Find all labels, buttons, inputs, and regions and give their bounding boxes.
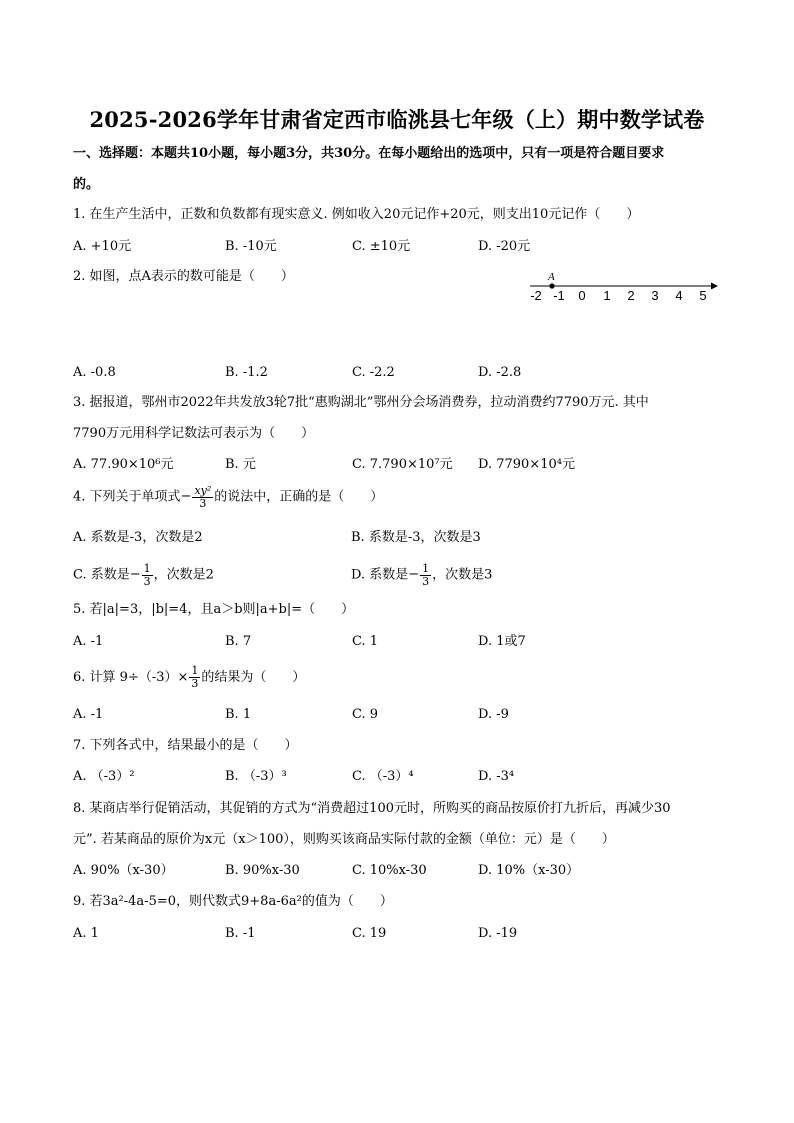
option-b: B. 元: [225, 457, 256, 472]
question-4-stem-pre: 4. 下列关于单项式: [73, 489, 181, 505]
tick-label: 0: [578, 288, 586, 303]
question-6-stem: [73, 664, 305, 694]
question-8-options: [73, 862, 733, 880]
option-b: B. 90%x-30: [225, 863, 300, 878]
question-7-options: [73, 768, 733, 786]
option-b: B. （-3）³: [225, 769, 287, 784]
option-b: B. 1: [225, 707, 252, 722]
fraction-numerator: 1: [143, 561, 151, 575]
option-c: C. 1: [352, 634, 379, 649]
point-a-label: A: [548, 271, 555, 283]
option-c: C. 7.790×10⁷元: [352, 457, 453, 472]
page-title: 2025-2026学年甘肃省定西市临洮县七年级（上）期中数学试卷: [89, 107, 705, 132]
option-c: C. 系数是− $\frac{1}{3}$ ，次数是2: [73, 561, 214, 588]
option-c: C. ±10元: [352, 239, 411, 254]
question-4-options-row2: [73, 561, 733, 589]
tick-label: 4: [675, 288, 683, 303]
question-9-options: [73, 925, 733, 943]
option-a: A. （-3）²: [73, 769, 135, 784]
option-a: A. 77.90×10⁶元: [73, 457, 174, 472]
option-d: D. 7790×10⁴元: [478, 457, 575, 472]
question-4-stem-post: 的说法中，正确的是（ ）: [214, 489, 384, 505]
option-c-pre: C. 系数是: [73, 567, 130, 583]
tick-label: 1: [603, 288, 611, 303]
question-8-stem-line1: 8. 某商店举行促销活动，其促销的方式为“消费超过100元时，所购买的商品按原价打九折后，再减少30: [73, 801, 671, 816]
option-a: A. 90%（x-30）: [73, 863, 174, 878]
tick-label: 2: [627, 288, 635, 303]
tick-label: 5: [699, 288, 707, 303]
question-1-stem: 1. 在生产生活中，正数和负数都有现实意义. 例如收入20元记作+20元，则支出10元记作（ ）: [73, 207, 640, 222]
fraction-numerator: xy²: [194, 483, 212, 497]
option-d: D. 系数是− $\frac{1}{3}$ ，次数是3: [351, 561, 493, 588]
option-a: A. 1: [73, 926, 99, 941]
option-b: B. 7: [225, 634, 252, 649]
option-c: C. 9: [352, 707, 379, 722]
question-9-stem: 9. 若3a²-4a-5=0，则代数式9+8a-6a²的值为（ ）: [73, 894, 393, 909]
section-header-line1: 一、选择题：本题共10小题，每小题3分，共30分。在每小题给出的选项中，只有一项是符合题目要求: [73, 146, 665, 161]
option-b: B. -10元: [225, 239, 277, 254]
question-7-stem: 7. 下列各式中，结果最小的是（ ）: [73, 738, 298, 753]
section-header-line2: 的。: [73, 177, 100, 192]
option-d: D. -9: [478, 707, 509, 722]
option-b: B. -1: [225, 926, 256, 941]
option-d: D. 1或7: [478, 634, 526, 649]
question-4-options-row1: [73, 529, 733, 547]
fraction-numerator: 1: [422, 561, 430, 575]
option-a: A. +10元: [73, 239, 132, 254]
question-1-options: [73, 238, 733, 256]
question-6-options: [73, 706, 733, 724]
fraction-denominator: 3: [191, 677, 199, 690]
coefficient-fraction: [420, 563, 431, 588]
question-2-options: [73, 364, 733, 382]
fraction: [189, 665, 200, 690]
option-a: A. 系数是-3，次数是2: [73, 530, 203, 545]
question-5-options: [73, 633, 733, 651]
tick-label: -2: [530, 288, 542, 303]
option-d: D. -3⁴: [478, 769, 515, 784]
question-6-stem-post: 的结果为（ ）: [201, 670, 306, 685]
coefficient-fraction: [142, 563, 153, 588]
tick-label: -1: [553, 288, 565, 303]
question-6-stem-pre: 6. 计算 9÷（-3）×: [73, 670, 189, 685]
option-b: B. 系数是-3，次数是3: [351, 530, 481, 545]
fraction-denominator: 3: [422, 574, 430, 588]
fraction-numerator: 1: [191, 664, 199, 677]
option-c-post: ，次数是2: [153, 567, 214, 583]
question-3-stem-line1: 3. 据报道，鄂州市2022年共发放3轮7批“惠购湖北”鄂州分会场消费券，拉动消费约7790万元. 其中: [73, 395, 649, 410]
monomial-fraction: [192, 485, 213, 510]
question-8-stem-line2: 元”. 若某商品的原价为x元（x＞100），则购买该商品实际付款的金额（单位：元）是（ ）: [73, 832, 615, 847]
fraction-denominator: 3: [199, 496, 207, 510]
question-3-stem-line2: 7790万元用科学记数法可表示为（ ）: [73, 426, 315, 441]
question-5-stem: 5. 若|a|=3，|b|=4，且a＞b则|a+b|=（ ）: [73, 602, 355, 617]
option-b: B. -1.2: [225, 365, 268, 380]
option-d: D. -20元: [478, 239, 531, 254]
tick-label: 3: [651, 288, 659, 303]
fraction-denominator: 3: [143, 574, 151, 588]
option-a: A. -1: [73, 707, 104, 722]
number-line-figure: [526, 270, 726, 306]
question-2-stem: 2. 如图，点A表示的数可能是（ ）: [73, 269, 294, 284]
option-a: A. -1: [73, 634, 104, 649]
option-c: C. 10%x-30: [352, 863, 427, 878]
option-c: C. -2.2: [352, 365, 395, 380]
question-3-options: [73, 456, 733, 474]
option-a: A. -0.8: [73, 365, 116, 380]
option-d-post: ，次数是3: [432, 567, 493, 583]
option-d-pre: D. 系数是: [351, 567, 409, 583]
option-c: C. （-3）⁴: [352, 769, 414, 784]
option-d: D. 10%（x-30）: [478, 863, 580, 878]
option-d: D. -2.8: [478, 365, 522, 380]
option-c: C. 19: [352, 926, 387, 941]
question-4-stem: 4. 下列关于单项式− $\frac{\text{xy²}}{3}$ 的说法中，正确的是（ ）: [73, 483, 384, 510]
option-d: D. -19: [478, 926, 518, 941]
number-line-arrow: [711, 283, 718, 290]
